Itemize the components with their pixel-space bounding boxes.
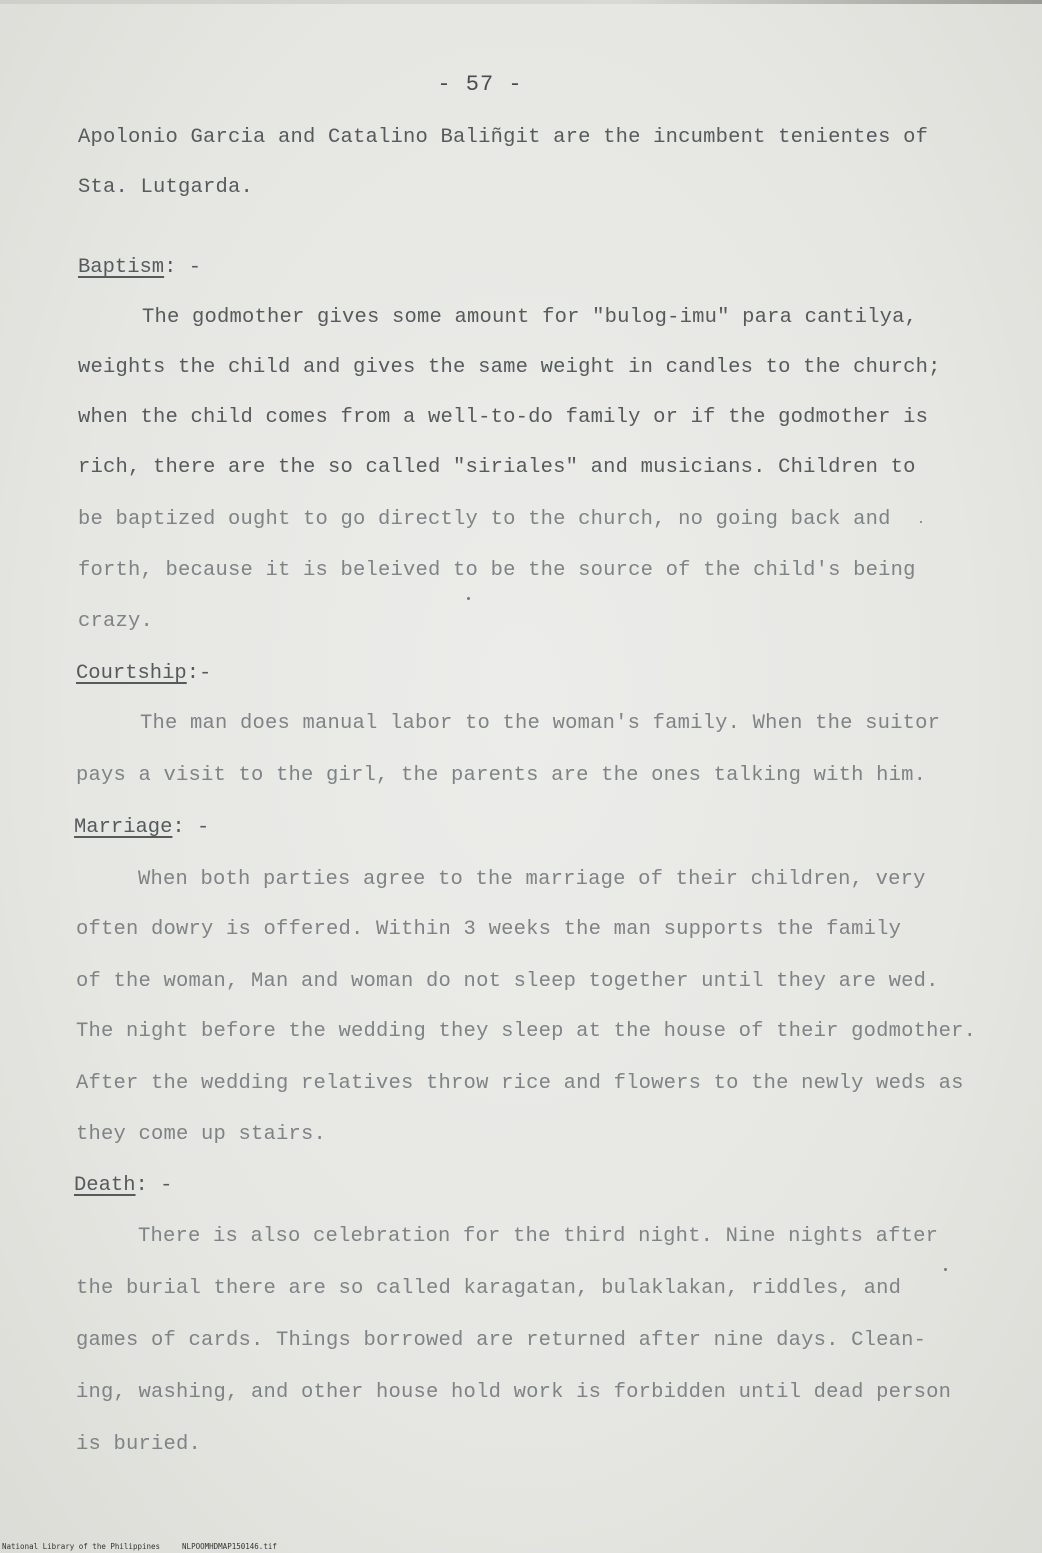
heading-suffix: : -	[135, 1174, 173, 1197]
paragraph-line: games of cards. Things borrowed are returned after nine days. Clean-	[76, 1329, 927, 1352]
intro-line: Apolonio Garcia and Catalino Baliñgit are the incumbent tenientes of	[78, 126, 929, 149]
section-heading-marriage	[74, 814, 209, 842]
paragraph-line: When both parties agree to the marriage of their children, very	[138, 868, 926, 891]
paragraph-line: the burial there are so called karagatan, bulaklakan, riddles, and	[76, 1277, 902, 1300]
heading-text: Baptism	[78, 256, 165, 279]
heading-suffix: :-	[186, 662, 212, 685]
paragraph-line: often dowry is offered. Within 3 weeks the man supports the family	[76, 918, 902, 941]
heading-text: Marriage	[74, 816, 173, 839]
paragraph-line: ing, washing, and other house hold work is forbidden until dead person	[76, 1381, 952, 1404]
paragraph-line: After the wedding relatives throw rice and flowers to the newly weds as	[76, 1072, 964, 1095]
heading-text: Death	[74, 1174, 136, 1197]
page-number: - 57 -	[437, 72, 523, 97]
paragraph-line: crazy.	[78, 610, 154, 633]
section-heading-courtship	[76, 660, 211, 688]
paragraph-line: rich, there are the so called "siriales" and musicians. Children to	[78, 456, 916, 479]
paragraph-line: is buried.	[76, 1433, 202, 1456]
paragraph-line: forth, because it is beleived to be the source of the child's being	[78, 559, 916, 582]
footer-library: National Library of the Philippines	[2, 1542, 161, 1551]
footer-filename: NLPOOMHDMAP150146.tif	[182, 1542, 277, 1551]
paragraph-line: they come up stairs.	[76, 1123, 327, 1146]
paragraph-line: when the child comes from a well-to-do family or if the godmother is	[78, 406, 929, 429]
page-edge	[0, 0, 1042, 4]
paper-speck	[920, 521, 922, 523]
paragraph-line: The night before the wedding they sleep at the house of their godmother.	[76, 1020, 977, 1043]
paragraph-line: The godmother gives some amount for "bulog-imu" para cantilya,	[142, 306, 918, 329]
heading-suffix: : -	[164, 256, 202, 279]
paper-speck	[467, 597, 470, 600]
paragraph-line: The man does manual labor to the woman's family. When the suitor	[140, 712, 941, 735]
paragraph-line: be baptized ought to go directly to the church, no going back and	[78, 508, 891, 531]
paragraph-line: pays a visit to the girl, the parents are the ones talking with him.	[76, 764, 927, 787]
scan-footer	[2, 1542, 299, 1551]
paragraph-line: of the woman, Man and woman do not sleep together until they are wed.	[76, 970, 939, 993]
section-heading-death	[74, 1172, 172, 1200]
section-heading-baptism	[78, 254, 201, 282]
heading-suffix: : -	[172, 816, 210, 839]
heading-text: Courtship	[76, 662, 187, 685]
paragraph-line: weights the child and gives the same weight in candles to the church;	[78, 356, 941, 379]
paper-speck	[944, 1268, 947, 1271]
paragraph-line: There is also celebration for the third night. Nine nights after	[138, 1225, 939, 1248]
intro-line: Sta. Lutgarda.	[78, 176, 254, 199]
